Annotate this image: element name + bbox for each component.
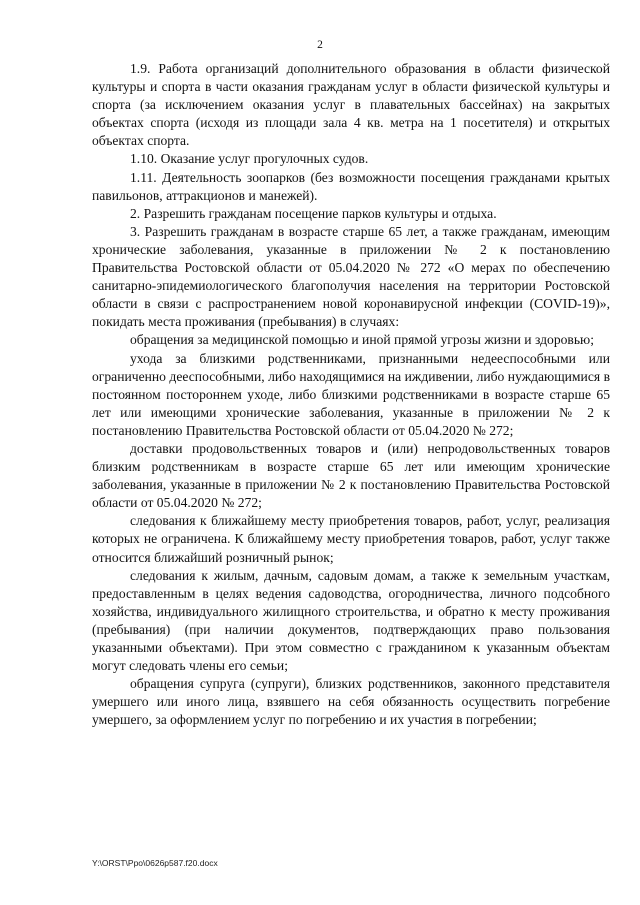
paragraph-1-10: 1.10. Оказание услуг прогулочных судов.: [130, 151, 369, 167]
clause-medical-help: обращения за медицинской помощью и иной прямой угрозы жизни и здоровью;: [130, 332, 594, 348]
footer-file-path: Y:\ORST\Ppo\0626p587.f20.docx: [92, 858, 218, 868]
page-number: 2: [317, 39, 323, 51]
clause-burial: обращения супруга (супруги), близких родственников, законного представителя умершего или иного лица, взявшего на себя обязанность осуществить погребение умершего, за оформлением услуг по погребению и их участия в погребении;: [92, 676, 610, 728]
paragraph-1-11: 1.11. Деятельность зоопарков (без возможности посещения гражданами крытых павильонов, аттракционов и манежей).: [92, 169, 610, 203]
clause-goods-delivery: доставки продовольственных товаров и (или) непродовольственных товаров близким родственникам в возрасте старше 65 лет или имеющим хронические заболевания, указанные в приложении № 2 к постановлению Правительства Ростовской области от 05.04.2020 № 272;: [92, 440, 610, 511]
clause-nearest-shop: следования к ближайшему месту приобретения товаров, работ, услуг, реализация которых не ограничена. К ближайшему месту приобретения товаров, работ, услуг также относится ближайший розничный рынок;: [92, 513, 610, 565]
document-body: [92, 60, 610, 729]
paragraph-2: 2. Разрешить гражданам посещение парков культуры и отдыха.: [130, 205, 497, 221]
paragraph-3: 3. Разрешить гражданам в возрасте старше 65 лет, а также гражданам, имеющим хронические заболевания, указанные в приложении № 2 к постановлению Правительства Ростовской области от 05.04.2020 № 272 «О мерах по обеспечению санитарно-эпидемиологического благополучия населения на территории Ростовской области в связи с распространением новой коронавирусной инфекции (COVID-19)», покидать места проживания (пребывания) в случаях:: [92, 223, 610, 330]
clause-relative-care: ухода за близкими родственниками, признанными недееспособными или ограниченно дееспособными, либо находящимися на иждивении, либо нуждающимися в постоянном постороннем уходе, либо близкими родственниками в возрасте старше 65 лет или имеющими хронические заболевания, указанные в приложении № 2 к постановлению Правительства Ростовской области от 05.04.2020 № 272;: [92, 350, 610, 438]
paragraph-1-9: 1.9. Работа организаций дополнительного образования в области физической культуры и спорта в части оказания гражданам услуг в области физической культуры и спорта (за исключением оказания услуг в плавательных бассейнах) на закрытых объектах спорта (исходя из площади зала 4 кв. метра на 1 посетителя) и открытых объектах спорта.: [92, 61, 610, 149]
clause-country-houses: следования к жилым, дачным, садовым домам, а также к земельным участкам, предоставленным в целях ведения садоводства, огородничества, личного подсобного хозяйства, индивидуального жилищного строительства, и обратно к месту проживания (пребывания) (при наличии документов, подтверждающих право пользования указанными объектами). При этом совместно с гражданином к указанным объектам могут следовать члены его семьи;: [92, 567, 610, 674]
